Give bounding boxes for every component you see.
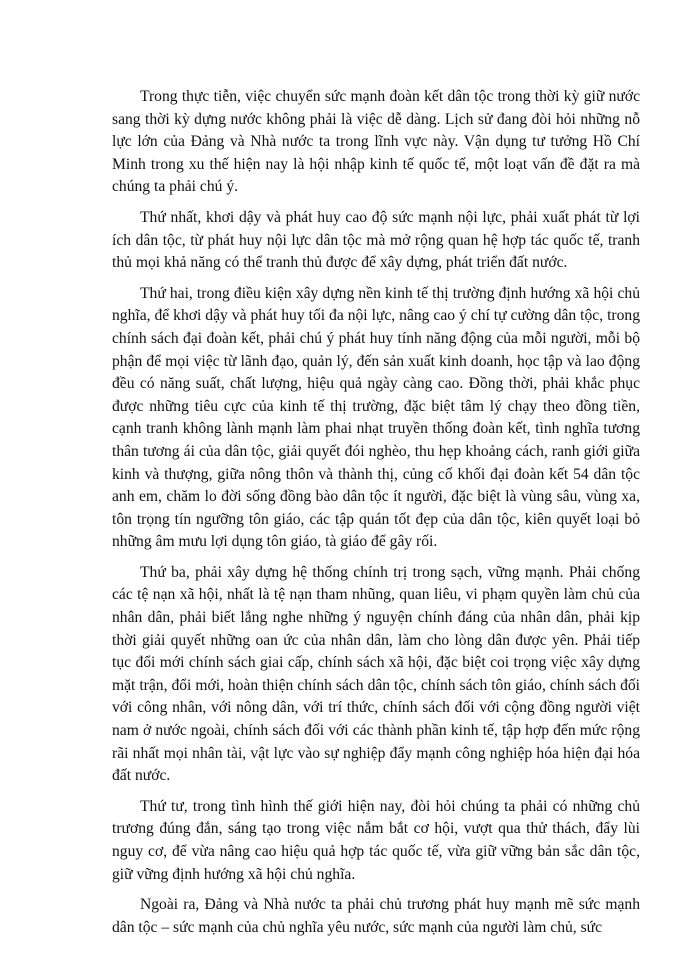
paragraph-intro: Trong thực tiễn, việc chuyển sức mạnh đoàn kết dân tộc trong thời kỳ giữ nước sang thời kỳ dựng nước không phải là việc dễ dàng. Lịch sử đang đòi hỏi những nỗ lực lớn của Đảng và Nhà nước ta trong lĩnh vực này. Vận dụng tư tưởng Hồ Chí Minh trong xu thế hiện nay là hội nhập kinh tế quốc tế, một loạt vấn đề đặt ra mà chúng ta phải chú ý. (112, 88, 640, 196)
paragraph-second-point: Thứ hai, trong điều kiện xây dựng nền kinh tế thị trường định hướng xã hội chủ nghĩa, để khơi dậy và phát huy tối đa nội lực, nâng cao ý chí tự cường dân tộc, trong chính sách đại đoàn kết, phải chú ý phát huy tính năng động của mỗi người, mỗi bộ phận để mọi việc từ lãnh đạo, quản lý, đến sản xuất kinh doanh, học tập và lao động đều có năng suất, chất lượng, hiệu quả ngày càng cao. Đồng thời, phải khắc phục được những tiêu cực của kinh tế thị trường, đặc biệt tâm lý chạy theo đồng tiền, cạnh tranh không lành mạnh làm phai nhạt truyền thống đoàn kết, tình nghĩa tương thân tương ái của dân tộc, giải quyết đói nghèo, thu hẹp khoảng cách, ranh giới giữa kinh và thượng, giữa nông thôn và thành thị, củng cố khối đại đoàn kết 54 dân tộc anh em, chăm lo đời sống đồng bào dân tộc ít người, đặc biệt là vùng sâu, vùng xa, tôn trọng tín ngưỡng tôn giáo, các tập quán tốt đẹp của dân tộc, kiên quyết loại bỏ những âm mưu lợi dụng tôn giáo, tà giáo để gây rối. (112, 284, 640, 551)
paragraph-first-point: Thứ nhất, khơi dậy và phát huy cao độ sức mạnh nội lực, phải xuất phát từ lợi ích dân tộc, từ phát huy nội lực dân tộc mà mở rộng quan hệ hợp tác quốc tế, tranh thủ mọi khả năng có thể tranh thủ được để xây dựng, phát triển đất nước. (112, 208, 640, 272)
paragraph-third-point: Thứ ba, phải xây dựng hệ thống chính trị trong sạch, vững mạnh. Phải chống các tệ nạn xã hội, nhất là tệ nạn tham nhũng, quan liêu, vi phạm quyền làm chủ của nhân dân, phải biết lắng nghe những ý nguyện chính đáng của nhân dân, phải kịp thời giải quyết những oan ức của nhân dân, làm cho lòng dân được yên. Phải tiếp tục đổi mới chính sách giai cấp, chính sách xã hội, đặc biệt coi trọng việc xây dựng mặt trận, đổi mới, hoàn thiện chính sách dân tộc, chính sách tôn giáo, chính sách đối với công nhân, với nông dân, với trí thức, chính sách đối với cộng đồng người việt nam ở nước ngoài, chính sách đối với các thành phần kinh tế, tập hợp đến mức rộng rãi nhất mọi nhân tài, vật lực vào sự nghiệp đẩy mạnh công nghiệp hóa hiện đại hóa đất nước. (112, 563, 640, 785)
paragraph-additional: Ngoài ra, Đảng và Nhà nước ta phải chủ trương phát huy mạnh mẽ sức mạnh dân tộc – sức mạnh của chủ nghĩa yêu nước, sức mạnh của người làm chủ, sức (112, 896, 640, 936)
paragraph-fourth-point: Thứ tư, trong tình hình thế giới hiện nay, đòi hỏi chúng ta phải có những chủ trương đúng đắn, sáng tạo trong việc nắm bắt cơ hội, vượt qua thử thách, đẩy lùi nguy cơ, để vừa nâng cao hiệu quả hợp tác quốc tế, vừa giữ vững bản sắc dân tộc, giữ vững định hướng xã hội chủ nghĩa. (112, 797, 640, 883)
